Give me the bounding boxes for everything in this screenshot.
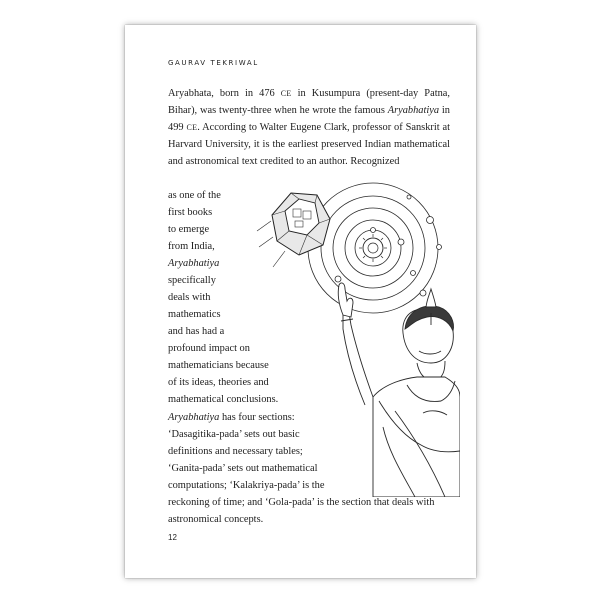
wrap-line: from India, bbox=[168, 241, 215, 252]
wrap-line: profound impact on bbox=[168, 343, 250, 354]
running-header: GAURAV TEKRIWAL bbox=[168, 59, 259, 67]
intro-text-1: Aryabhata, born in 476 bbox=[168, 88, 281, 99]
sections-line: astronomical concepts. bbox=[168, 514, 264, 525]
aryabhata-illustration bbox=[255, 175, 460, 497]
sun-icon bbox=[359, 234, 387, 262]
intro-text-4: . According to Walter Eugene Clark, professor of Sanskrit at Harvard University, it is the earliest preserved Indian mathematical and astronomical text credited to an author. Recognized bbox=[168, 122, 450, 167]
wrap-line: specifically bbox=[168, 275, 216, 286]
sections-line: computations; ‘Kalakriya-pada’ is the bbox=[168, 480, 325, 491]
figure bbox=[338, 283, 460, 497]
wrap-line: mathematics bbox=[168, 309, 221, 320]
wrap-line: to emerge bbox=[168, 224, 210, 235]
sections-line: ‘Dasagitika-pada’ sets out basic bbox=[168, 429, 300, 440]
sections-line-text: has four sections: bbox=[219, 412, 295, 423]
sections-line: reckoning of time; and ‘Gola-pada’ is the section that deals with bbox=[168, 497, 435, 508]
wrap-line: as one of the bbox=[168, 190, 221, 201]
book-title: Aryabhatiya bbox=[387, 105, 440, 116]
era-abbrev-1: CE bbox=[280, 89, 292, 98]
wrap-line: mathematicians because bbox=[168, 360, 269, 371]
wrap-line: first books bbox=[168, 207, 213, 218]
era-abbrev-2: CE bbox=[186, 123, 198, 132]
book-page bbox=[125, 25, 476, 578]
wrap-line: and has had a bbox=[168, 326, 225, 337]
page-number: 12 bbox=[168, 533, 177, 542]
wrap-line-title: Aryabhatiya bbox=[168, 258, 220, 269]
sections-line: ‘Ganita-pada’ sets out mathematical bbox=[168, 463, 318, 474]
sections-book-title: Aryabhatiya bbox=[168, 412, 220, 423]
intro-paragraph bbox=[168, 85, 450, 170]
wrap-line: of its ideas, theories and bbox=[168, 377, 269, 388]
intro-text-3: in 499 bbox=[168, 105, 451, 133]
wrap-line: deals with bbox=[168, 292, 211, 303]
intro-text-2: in Kusumpura (present-day Patna, Bihar), was twenty-three when he wrote the famous bbox=[168, 88, 450, 116]
sections-line: definitions and necessary tables; bbox=[168, 446, 303, 457]
polyhedron-icon bbox=[257, 193, 330, 267]
wrap-line: mathematical conclusions. bbox=[168, 394, 279, 405]
